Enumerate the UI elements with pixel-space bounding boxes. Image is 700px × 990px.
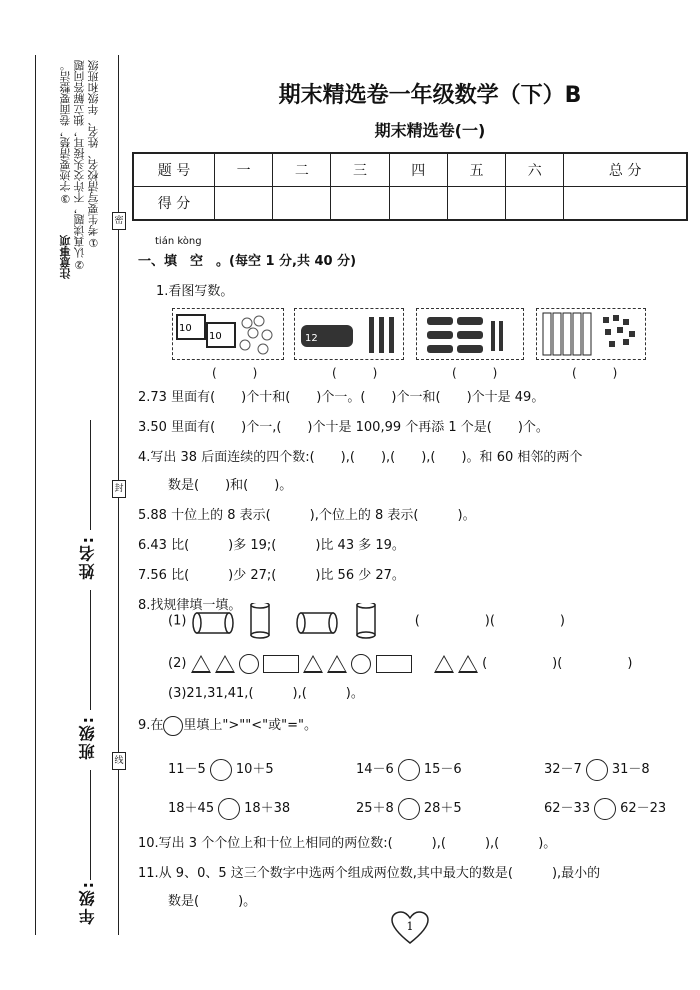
score-input-cell[interactable] (447, 187, 505, 221)
class-underline (90, 590, 91, 710)
triangle-icon (458, 655, 478, 673)
score-input-cell[interactable] (215, 187, 273, 221)
circle-icon (239, 654, 259, 674)
question-8-3: (3)21,31,41,( ),( )。 (168, 686, 364, 701)
compare-item (356, 797, 462, 820)
answer-blank[interactable]: ( ) (332, 366, 378, 380)
page-subtitle: 期末精选卷(一) (374, 121, 486, 140)
compare-item (544, 758, 650, 781)
table-cell: 题 号 (133, 153, 215, 187)
question-1: 1.看图写数。 (156, 284, 234, 299)
compare-right: 28＋5 (423, 801, 462, 816)
rectangle-icon (376, 655, 412, 673)
score-input-cell[interactable] (273, 187, 331, 221)
question-10: 10.写出 3 个个位上和十位上相同的两位数:( ),( ),( )。 (138, 836, 557, 851)
cylinder-pattern-icon (191, 603, 411, 639)
compare-left: 14－6 (356, 762, 394, 777)
question-2: 2.73 里面有( )个十和( )个一。( )个一和( )个十是 49。 (138, 390, 545, 405)
pinyin-hint: tián kòng (155, 236, 202, 247)
seal-xian: 线 (112, 752, 126, 770)
triangle-icon (215, 655, 235, 673)
box-icon (295, 309, 403, 359)
page-number: 1 (406, 920, 414, 933)
grade-underline (90, 770, 91, 880)
table-cell: 四 (389, 153, 447, 187)
table-cell: 三 (331, 153, 389, 187)
question-6: 6.43 比( )多 19;( )比 43 多 19。 (138, 538, 405, 553)
answer-blank[interactable]: ( ) (212, 366, 258, 380)
score-input-cell[interactable] (506, 187, 564, 221)
question-8: 8.找规律填一填。 (138, 598, 242, 613)
compare-item (544, 797, 666, 820)
question-3: 3.50 里面有( )个一,( )个十是 100,99 个再添 1 个是( )个。 (138, 420, 549, 435)
counting-pictures (172, 308, 650, 360)
picture-boxes (294, 308, 404, 360)
compare-circle-icon[interactable] (594, 798, 616, 820)
triangle-icon (303, 655, 323, 673)
compare-right: 15－6 (423, 762, 462, 777)
name-underline (90, 420, 91, 530)
compare-right: 62－23 (620, 801, 667, 816)
seal-feng: 封 (112, 480, 126, 498)
compare-left: 25＋8 (356, 801, 394, 816)
grade-label: 年级: (78, 880, 97, 925)
compare-circle-icon[interactable] (218, 798, 240, 820)
compare-left: 62－33 (544, 801, 591, 816)
class-label: 班级: (78, 715, 97, 760)
triangle-icon (327, 655, 347, 673)
pattern-row-2 (168, 652, 632, 674)
table-cell: 六 (506, 153, 564, 187)
picture-blocks (536, 308, 646, 360)
page-title: 期末精选卷一年级数学（下）B (278, 83, 582, 108)
compare-circle-icon (163, 716, 183, 736)
question-7: 7.56 比( )少 27;( )比 56 少 27。 (138, 568, 405, 583)
score-input-cell[interactable] (331, 187, 389, 221)
table-cell: 一 (215, 153, 273, 187)
compare-left: 32－7 (544, 762, 582, 777)
pattern-row-1 (168, 603, 565, 639)
question-4-cont: 数是( )和( )。 (168, 478, 293, 493)
note-1: ①考生要写清校名、姓名、年级和班级 (87, 60, 100, 249)
score-input-cell[interactable] (564, 187, 687, 221)
table-row (133, 153, 687, 187)
pattern-label: (1) (168, 613, 187, 629)
compare-left: 11－5 (168, 762, 206, 777)
triangle-icon (191, 655, 211, 673)
table-cell: 二 (273, 153, 331, 187)
table-row (133, 187, 687, 221)
margin-line (35, 55, 36, 935)
compare-circle-icon[interactable] (210, 759, 232, 781)
compare-circle-icon[interactable] (398, 759, 420, 781)
section-heading: 一、填 空 。(每空 1 分,共 40 分) (138, 254, 357, 269)
seal-mi: 密 (112, 212, 126, 230)
question-9 (138, 714, 317, 736)
question-4: 4.写出 38 后面连续的四个数:( ),( ),( ),( )。和 60 相邻的两个 (138, 450, 583, 465)
svg-text:10: 10 (179, 323, 192, 334)
score-table (132, 152, 688, 221)
table-cell: 五 (447, 153, 505, 187)
compare-right: 31－8 (611, 762, 650, 777)
picture-bundles (172, 308, 284, 360)
svg-text:10: 10 (209, 331, 222, 342)
pattern-blanks[interactable]: ( )( ) (414, 613, 565, 629)
compare-circle-icon[interactable] (398, 798, 420, 820)
table-cell: 总 分 (564, 153, 687, 187)
notes-title: 注意事项 (59, 235, 72, 279)
q9-suffix: 里填上">""<"或"="。 (183, 718, 317, 733)
circle-icon (351, 654, 371, 674)
exam-notes (58, 60, 122, 330)
pattern-blanks[interactable]: ( )( ) (482, 656, 633, 671)
pattern-label: (2) (168, 656, 187, 671)
compare-item (356, 758, 462, 781)
q9-prefix: 9.在 (138, 718, 164, 733)
question-5: 5.88 十位上的 8 表示( ),个位上的 8 表示( )。 (138, 508, 476, 523)
blocks-icon (537, 309, 645, 359)
table-cell: 得 分 (133, 187, 215, 221)
compare-right: 10＋5 (235, 762, 274, 777)
compare-item (168, 797, 290, 820)
compare-right: 18＋38 (244, 801, 291, 816)
compare-left: 18＋45 (168, 801, 215, 816)
compare-circle-icon[interactable] (586, 759, 608, 781)
picture-sticks (416, 308, 524, 360)
stick-bundle-icon (417, 309, 523, 359)
bundle-icon (173, 309, 283, 359)
note-3: ③字迹要清楚，卷面要整洁。 (59, 60, 72, 205)
triangle-icon (434, 655, 454, 673)
answer-blank[interactable]: ( ) (452, 366, 498, 380)
svg-text:12: 12 (305, 333, 318, 344)
note-2: ②认真读题，不许交头接耳，独立解答问题 (73, 60, 86, 271)
page-number-heart-icon (390, 910, 430, 946)
question-11: 11.从 9、0、5 这三个数字中选两个组成两位数,其中最大的数是( ),最小的 (138, 866, 601, 881)
name-label: 姓名: (78, 535, 97, 580)
score-input-cell[interactable] (389, 187, 447, 221)
rectangle-icon (263, 655, 299, 673)
compare-item (168, 758, 274, 781)
answer-blank[interactable]: ( ) (572, 366, 618, 380)
question-11-cont: 数是( )。 (168, 894, 257, 909)
binding-margin (0, 0, 128, 990)
